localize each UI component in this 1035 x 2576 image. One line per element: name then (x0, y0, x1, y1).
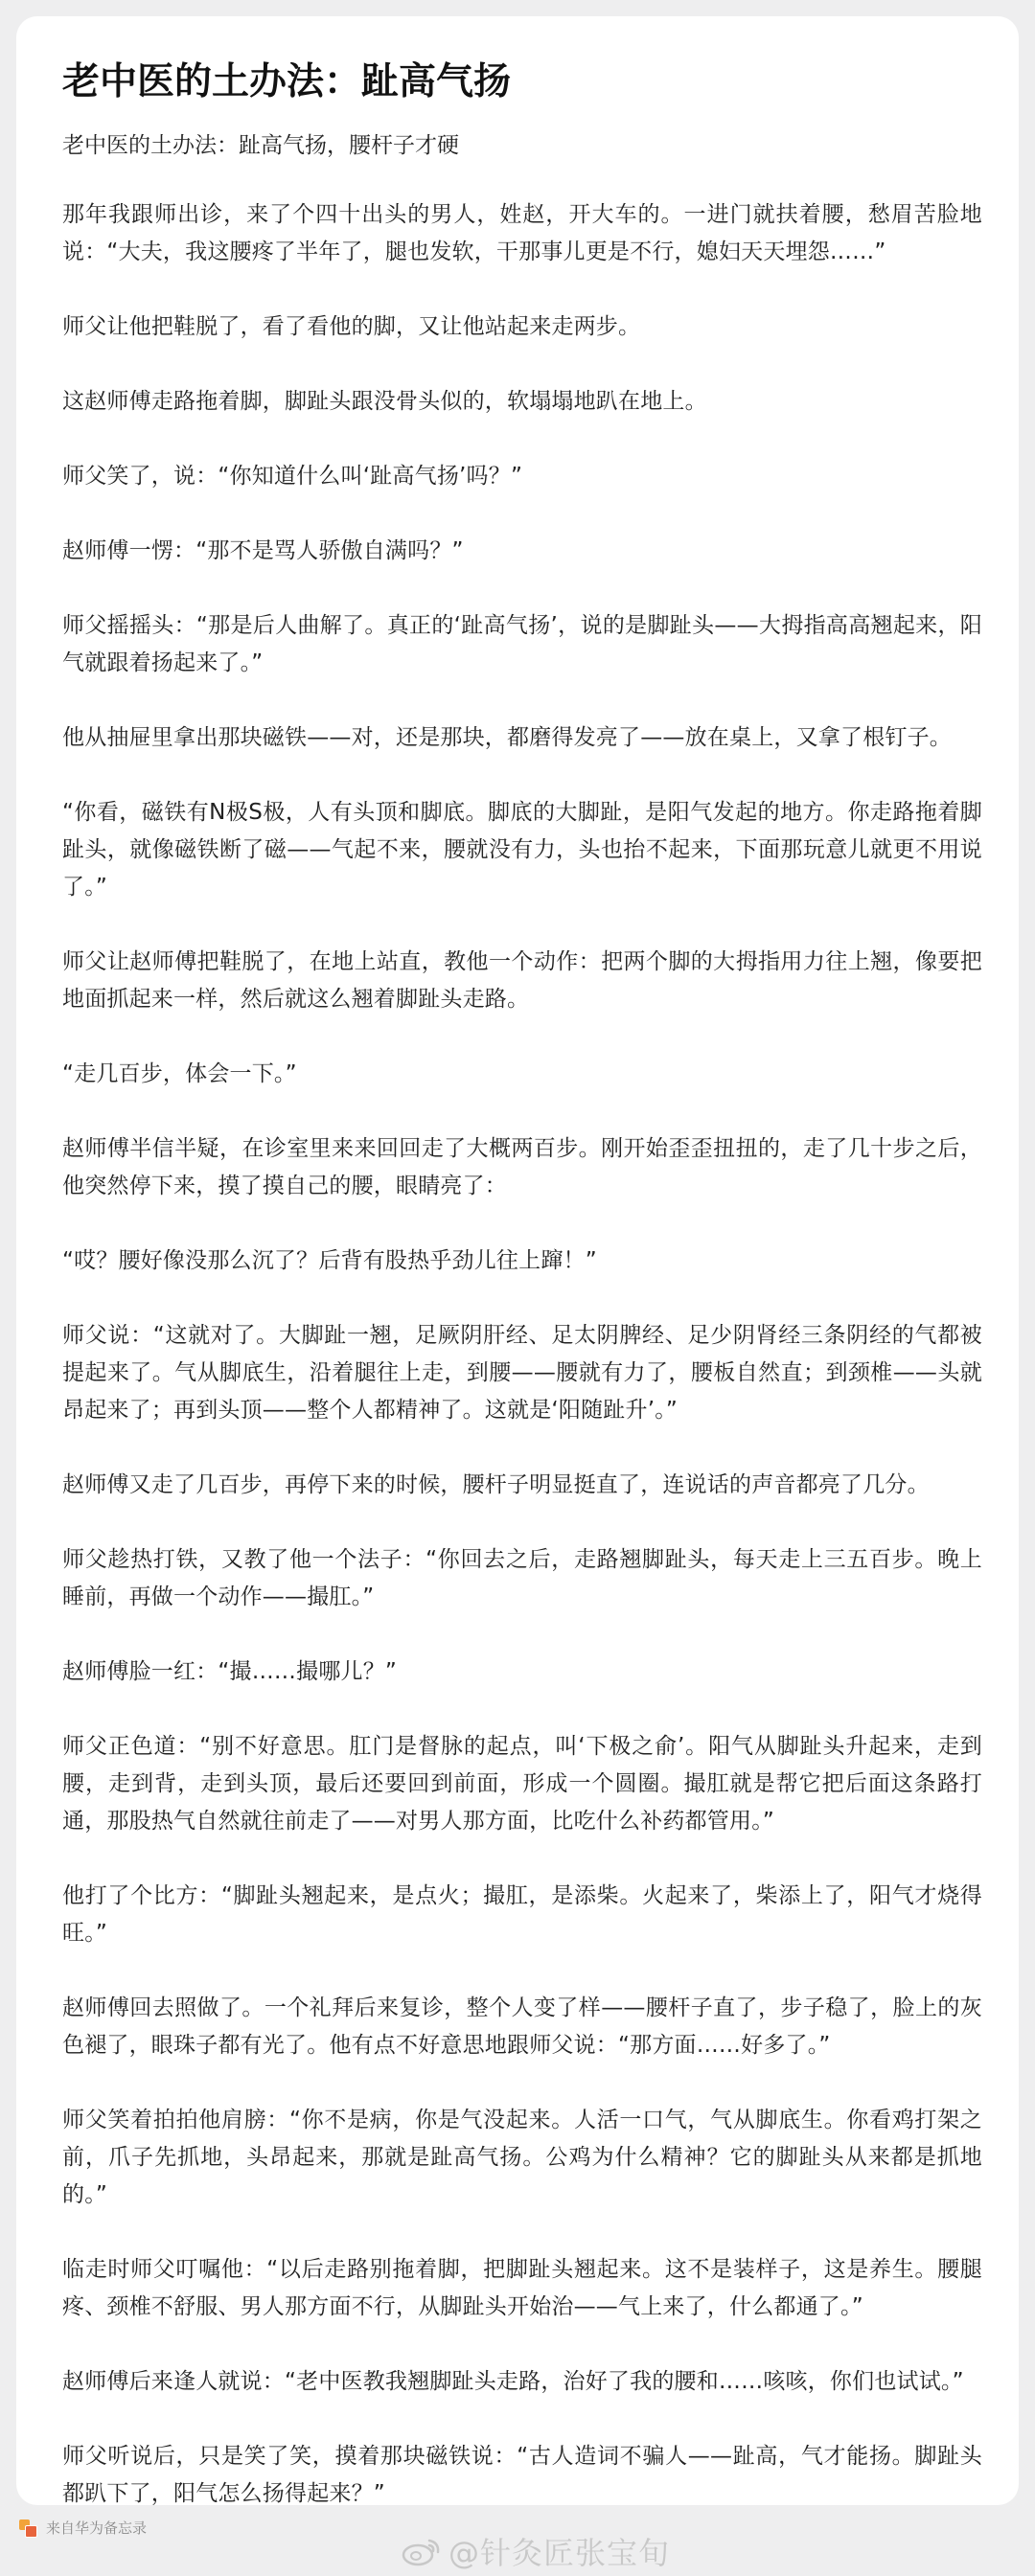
article-paragraph: 赵师傅半信半疑，在诊室里来来回回走了大概两百步。刚开始歪歪扭扭的，走了几十步之后，他突然停下来，摸了摸自己的腰，眼睛亮了： (62, 1136, 982, 1198)
source-attribution (19, 2518, 147, 2538)
article-paragraph: 师父笑了，说：“你知道什么叫‘趾高气扬’吗？” (62, 464, 523, 489)
memo-card (16, 16, 1019, 2505)
weibo-watermark (401, 2529, 670, 2573)
article-paragraph: 师父摇摇头：“那是后人曲解了。真正的‘趾高气扬’，说的是脚趾头——大拇指高高翘起来，阳气就跟着扬起来了。” (62, 613, 982, 675)
article-title: 老中医的土办法：趾高气扬 (62, 60, 512, 103)
article-paragraph: 赵师傅脸一红：“撮……撮哪儿？” (62, 1659, 398, 1684)
source-label: 来自华为备忘录 (46, 2519, 148, 2537)
article-paragraph: 师父笑着拍拍他肩膀：“你不是病，你是气没起来。人活一口气，气从脚底生。你看鸡打架之前，爪子先抓地，头昂起来，那就是趾高气扬。公鸡为什么精神？它的脚趾头从来都是抓地的。” (62, 2108, 982, 2207)
weibo-icon (401, 2535, 443, 2567)
article-paragraph: 他从抽屉里拿出那块磁铁——对，还是那块，都磨得发亮了——放在桌上，又拿了根钉子。 (62, 725, 952, 750)
article-paragraph: 赵师傅一愣：“那不是骂人骄傲自满吗？” (62, 538, 464, 563)
article-paragraph: “走几百步，体会一下。” (62, 1061, 297, 1086)
watermark-text: @针灸匠张宝旬 (448, 2535, 671, 2571)
article-subtitle: 老中医的土办法：趾高气扬，腰杆子才硬 (62, 133, 459, 158)
article-paragraph: 赵师傅回去照做了。一个礼拜后来复诊，整个人变了样——腰杆子直了，步子稳了，脸上的灰色褪了，眼珠子都有光了。他有点不好意思地跟师父说：“那方面……好多了。” (62, 1995, 982, 2058)
memo-app-icon (19, 2519, 36, 2537)
article-paragraph: 师父趁热打铁，又教了他一个法子：“你回去之后，走路翘脚趾头，每天走上三五百步。晚上睡前，再做一个动作——撮肛。” (62, 1547, 982, 1609)
article-paragraph: 赵师傅后来逢人就说：“老中医教我翘脚趾头走路，治好了我的腰和……咳咳，你们也试试。” (62, 2369, 964, 2394)
article-paragraph: 他打了个比方：“脚趾头翘起来，是点火；撮肛，是添柴。火起来了，柴添上了，阳气才烧得旺。” (62, 1883, 982, 1946)
article-paragraph: 师父正色道：“别不好意思。肛门是督脉的起点，叫‘下极之俞’。阳气从脚趾头升起来，走到腰，走到背，走到头顶，最后还要回到前面，形成一个圆圈。撮肛就是帮它把后面这条路打通，那股热气自然就往前走了——对男人那方面，比吃什么补药都管用。” (62, 1734, 982, 1834)
article-body (62, 196, 982, 2505)
article-paragraph: 师父让赵师傅把鞋脱了，在地上站直，教他一个动作：把两个脚的大拇指用力往上翘，像要把地面抓起来一样，然后就这么翘着脚趾头走路。 (62, 949, 982, 1012)
article-paragraph: 临走时师父叮嘱他：“以后走路别拖着脚，把脚趾头翘起来。这不是装样子，这是养生。腰腿疼、颈椎不舒服、男人那方面不行，从脚趾头开始治——气上来了，什么都通了。” (62, 2257, 982, 2319)
article-paragraph: “哎？腰好像没那么沉了？后背有股热乎劲儿往上蹿！” (62, 1248, 597, 1273)
article-paragraph: 师父听说后，只是笑了笑，摸着那块磁铁说：“古人造词不骗人——趾高，气才能扬。脚趾头都趴下了，阳气怎么扬得起来？” (62, 2444, 982, 2505)
article-paragraph: “你看，磁铁有N极S极，人有头顶和脚底。脚底的大脚趾，是阳气发起的地方。你走路拖着脚趾头，就像磁铁断了磁——气起不来，腰就没有力，头也抬不起来，下面那玩意儿就更不用说了。” (62, 800, 982, 900)
article-paragraph: 那年我跟师出诊，来了个四十出头的男人，姓赵，开大车的。一进门就扶着腰，愁眉苦脸地说：“大夫，我这腰疼了半年了，腿也发软，干那事儿更是不行，媳妇天天埋怨……” (62, 202, 982, 264)
article-paragraph: 赵师傅又走了几百步，再停下来的时候，腰杆子明显挺直了，连说话的声音都亮了几分。 (62, 1472, 930, 1497)
article-paragraph: 这赵师傅走路拖着脚，脚趾头跟没骨头似的，软塌塌地趴在地上。 (62, 389, 707, 414)
article-paragraph: 师父说：“这就对了。大脚趾一翘，足厥阴肝经、足太阴脾经、足少阴肾经三条阴经的气都被提起来了。气从脚底生，沿着腿往上走，到腰——腰就有力了，腰板自然直；到颈椎——头就昂起来了；再到头顶——整个人都精神了。这就是‘阳随趾升’。” (62, 1323, 982, 1423)
article-paragraph: 师父让他把鞋脱了，看了看他的脚，又让他站起来走两步。 (62, 314, 641, 339)
